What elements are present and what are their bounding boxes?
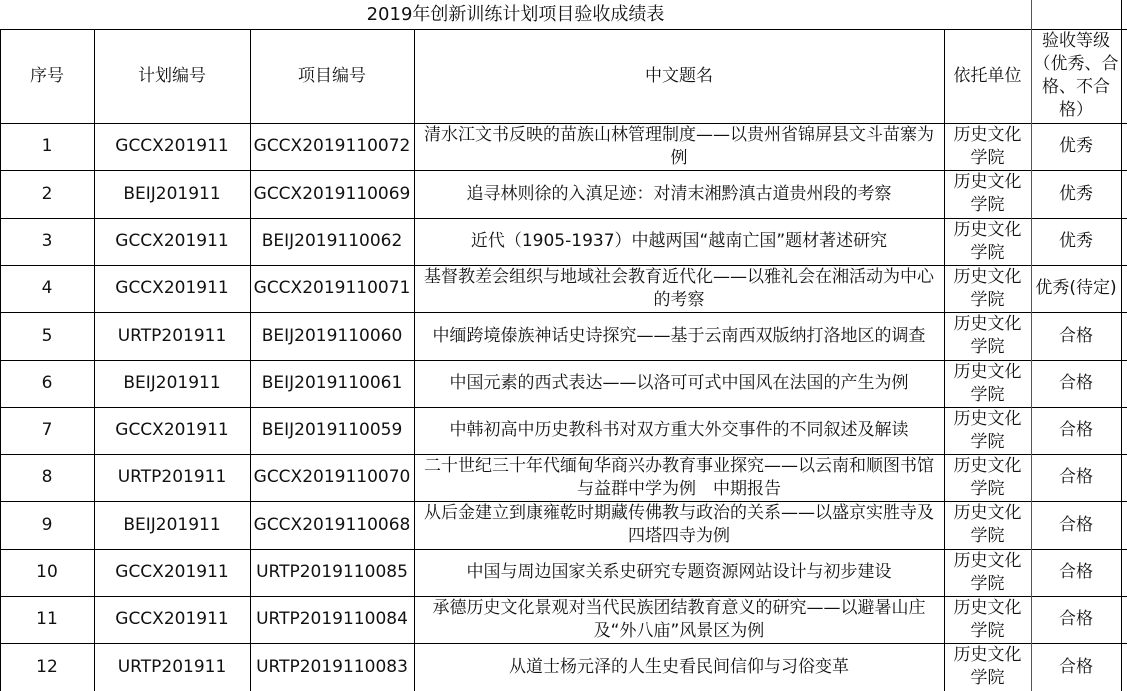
header-unit: 依托单位 bbox=[953, 65, 1022, 86]
grid-line bbox=[0, 123, 1127, 124]
cell-unit: 历史文化学院 bbox=[953, 314, 1022, 357]
cell-plan-no: URTP201911 bbox=[117, 467, 227, 487]
grid-line bbox=[0, 218, 1127, 219]
cell-grade: 合格 bbox=[1059, 325, 1093, 346]
cell-unit: 历史文化学院 bbox=[953, 408, 1022, 452]
grid-line bbox=[0, 265, 1127, 266]
cell-unit: 历史文化学院 bbox=[953, 361, 1022, 405]
cell-grade: 优秀 bbox=[1059, 231, 1093, 251]
cell-grade: 合格 bbox=[1059, 467, 1093, 487]
cell-plan-no: BEIJ201911 bbox=[123, 373, 221, 393]
cell-title-cn: 中国与周边国家关系史研究专题资源网站设计与初步建设 bbox=[466, 562, 892, 582]
header-project-no: 项目编号 bbox=[298, 65, 366, 86]
cell-plan-no: URTP201911 bbox=[117, 656, 227, 677]
header-index: 序号 bbox=[30, 65, 64, 86]
grid-line bbox=[0, 29, 1127, 30]
cell-project-no: GCCX2019110071 bbox=[253, 278, 411, 298]
cell-project-no: BEIJ2019110061 bbox=[261, 373, 403, 393]
cell-title-cn: 中缅跨境傣族神话史诗探究——基于云南西双版纳打洛地区的调查 bbox=[432, 325, 926, 346]
cell-index: 8 bbox=[41, 467, 53, 487]
grid-line bbox=[250, 29, 251, 691]
cell-title-cn: 承德历史文化景观对当代民族团结教育意义的研究——以避暑山庄及“外八庙”风景区为例 bbox=[432, 597, 926, 641]
cell-project-no: URTP2019110084 bbox=[256, 609, 408, 629]
cell-index: 5 bbox=[41, 325, 53, 346]
cell-unit: 历史文化学院 bbox=[953, 124, 1022, 168]
cell-unit: 历史文化学院 bbox=[953, 455, 1022, 499]
cell-project-no: GCCX2019110072 bbox=[253, 136, 411, 156]
cell-plan-no: GCCX201911 bbox=[115, 136, 229, 156]
cell-project-no: GCCX2019110069 bbox=[253, 183, 411, 204]
grid-line bbox=[0, 407, 1127, 408]
table-title: 2019年创新训练计划项目验收成绩表 bbox=[366, 4, 665, 25]
cell-title-cn: 从后金建立到康雍乾时期藏传佛教与政治的关系——以盛京实胜寺及四塔四寺为例 bbox=[424, 503, 934, 546]
cell-grade: 合格 bbox=[1059, 562, 1093, 582]
cell-index: 2 bbox=[41, 183, 53, 204]
cell-grade: 合格 bbox=[1059, 420, 1093, 440]
cell-title-cn: 基督教差会组织与地域社会教育近代化——以雅礼会在湘活动为中心的考察 bbox=[424, 266, 934, 310]
grid-line bbox=[1121, 0, 1122, 691]
header-plan-no: 计划编号 bbox=[138, 65, 206, 86]
grid-line bbox=[0, 643, 1127, 644]
cell-unit: 历史文化学院 bbox=[953, 550, 1022, 594]
cell-unit: 历史文化学院 bbox=[953, 219, 1022, 263]
cell-project-no: BEIJ2019110062 bbox=[261, 231, 403, 251]
cell-title-cn: 清水江文书反映的苗族山林管理制度——以贵州省锦屏县文斗苗寨为例 bbox=[424, 124, 934, 168]
cell-project-no: URTP2019110083 bbox=[256, 656, 408, 677]
cell-title-cn: 追寻林则徐的入滇足迹：对清末湘黔滇古道贵州段的考察 bbox=[466, 183, 892, 204]
cell-unit: 历史文化学院 bbox=[953, 597, 1022, 641]
grid-line bbox=[0, 454, 1127, 455]
cell-plan-no: BEIJ201911 bbox=[123, 514, 221, 535]
grid-line bbox=[0, 170, 1127, 171]
cell-project-no: BEIJ2019110059 bbox=[261, 420, 403, 440]
cell-index: 3 bbox=[41, 231, 53, 251]
cell-title-cn: 中韩初高中历史教科书对双方重大外交事件的不同叙述及解读 bbox=[449, 420, 909, 440]
cell-unit: 历史文化学院 bbox=[953, 645, 1022, 688]
cell-project-no: BEIJ2019110060 bbox=[261, 325, 403, 346]
grid-line bbox=[94, 29, 95, 691]
cell-title-cn: 中国元素的西式表达——以洛可可式中国风在法国的产生为例 bbox=[449, 373, 909, 393]
cell-index: 10 bbox=[36, 562, 58, 582]
cell-unit: 历史文化学院 bbox=[953, 503, 1022, 546]
cell-index: 4 bbox=[41, 278, 53, 298]
cell-grade: 合格 bbox=[1059, 514, 1093, 535]
header-title-cn: 中文题名 bbox=[645, 65, 713, 86]
cell-project-no: URTP2019110085 bbox=[256, 562, 408, 582]
grid-line bbox=[944, 29, 945, 691]
cell-title-cn: 二十世纪三十年代缅甸华商兴办教育事业探究——以云南和顺图书馆与益群中学为例 中期报告 bbox=[424, 455, 934, 499]
cell-title-cn: 从道士杨元泽的人生史看民间信仰与习俗变革 bbox=[509, 656, 849, 677]
grid-line bbox=[1031, 0, 1032, 691]
cell-index: 7 bbox=[41, 420, 53, 440]
grid-line bbox=[0, 596, 1127, 597]
cell-plan-no: GCCX201911 bbox=[115, 231, 229, 251]
cell-project-no: GCCX2019110068 bbox=[253, 514, 411, 535]
grid-line bbox=[0, 312, 1127, 313]
cell-grade: 优秀 bbox=[1059, 183, 1093, 204]
cell-plan-no: GCCX201911 bbox=[115, 562, 229, 582]
cell-unit: 历史文化学院 bbox=[953, 266, 1022, 310]
header-grade: 验收等级（优秀、合格、不合格） bbox=[1033, 31, 1119, 120]
cell-unit: 历史文化学院 bbox=[953, 172, 1022, 215]
cell-grade: 合格 bbox=[1059, 373, 1093, 393]
cell-plan-no: URTP201911 bbox=[117, 325, 227, 346]
cell-plan-no: BEIJ201911 bbox=[123, 183, 221, 204]
grid-line bbox=[0, 360, 1127, 361]
cell-plan-no: GCCX201911 bbox=[115, 420, 229, 440]
cell-index: 11 bbox=[36, 609, 58, 629]
cell-grade: 优秀 bbox=[1059, 136, 1093, 156]
cell-index: 6 bbox=[41, 373, 53, 393]
cell-plan-no: GCCX201911 bbox=[115, 609, 229, 629]
grid-line bbox=[0, 29, 1, 691]
cell-grade: 优秀(待定) bbox=[1035, 278, 1117, 298]
cell-index: 12 bbox=[36, 656, 58, 677]
cell-plan-no: GCCX201911 bbox=[115, 278, 229, 298]
grid-line bbox=[414, 29, 415, 691]
grid-line bbox=[0, 549, 1127, 550]
grid-line bbox=[0, 501, 1127, 502]
cell-index: 1 bbox=[41, 136, 53, 156]
cell-project-no: GCCX2019110070 bbox=[253, 467, 411, 487]
cell-title-cn: 近代（1905-1937）中越两国“越南亡国”题材著述研究 bbox=[470, 231, 888, 251]
cell-grade: 合格 bbox=[1059, 609, 1093, 629]
cell-index: 9 bbox=[41, 514, 53, 535]
cell-grade: 合格 bbox=[1059, 656, 1093, 677]
